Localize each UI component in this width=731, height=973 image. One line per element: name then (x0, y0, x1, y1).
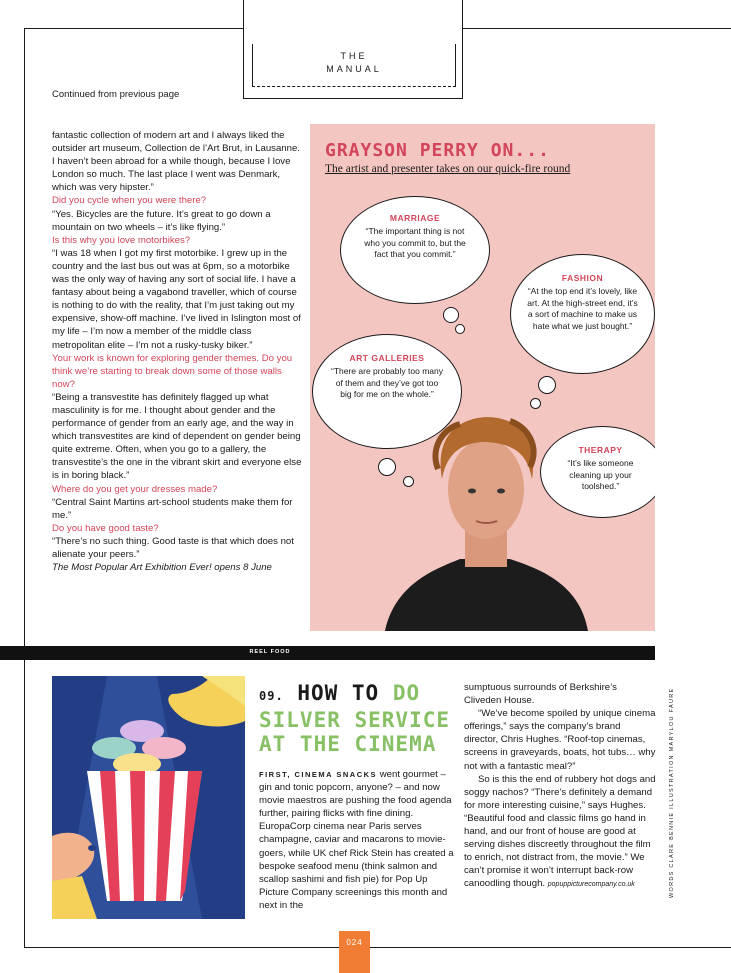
popcorn-art (52, 676, 245, 919)
answer-paragraph: “There’s no such thing. Good taste is that which does not alienate your peers.” (52, 535, 294, 560)
credits: WORDS CLARE BENNIE ILLUSTRATION MARYLOU FAURE (669, 687, 675, 898)
page-number: 024 (339, 931, 370, 973)
panel-title: GRAYSON PERRY ON... (325, 140, 550, 161)
bubble-heading: FASHION (561, 273, 604, 283)
interview-column (52, 129, 302, 574)
masthead-tab (243, 0, 463, 99)
thought-dot (403, 476, 414, 487)
bubble-text: “There are probably too many of them and they’ve got too big for me on the whole.” (331, 366, 443, 399)
bubble-heading: THERAPY (578, 445, 623, 455)
quickfire-panel (310, 124, 655, 631)
masthead-dash-line (252, 86, 456, 87)
thought-bubble-marriage (340, 196, 490, 304)
question: Where do you get your dresses made? (52, 483, 218, 495)
bubble-heading: ART GALLERIES (349, 353, 425, 363)
section-bar (0, 646, 655, 660)
feature-number: 09. (259, 689, 284, 703)
website-link[interactable]: popuppicturecompany.co.uk (547, 881, 635, 889)
headline-line2: SILVER SERVICE (259, 708, 451, 732)
bubble-text: “At the top end it’s lovely, like art. At the high-street end, it’s a sort of machine to make us hate what we just bought.” (527, 286, 638, 331)
thought-bubble-therapy (540, 426, 655, 518)
exhibition-note: The Most Popular Art Exhibition Ever! opens 8 June (52, 562, 272, 574)
panel-subtitle: The artist and presenter takes on our quick-fire round (325, 163, 571, 175)
question: Did you cycle when you were there? (52, 195, 207, 207)
thought-bubble-fashion (510, 254, 655, 374)
fingernail (88, 845, 96, 851)
thought-dot (530, 398, 541, 409)
question: Do you have good taste? (52, 522, 159, 534)
feature-column-1 (259, 768, 455, 912)
masthead-title (244, 50, 464, 76)
portrait-shirt (385, 559, 588, 631)
answer-paragraph: “I was 18 when I got my first motorbike. I grew up in the country and the last bus out was at 6pm, so a motorbike was the only way of having any sort of social life. I have a fantasy about being a vagabond traveller, which of course is nothing to do with the reality, that I’m just taking out my expensive, show-off machine. I’ve lived in Islington most of my life – I’m now a member of the middle class metropolitan elite – I’m not a rusky-tusky biker.” (52, 247, 301, 351)
body-text: sumptuous surrounds of Berkshire’s Cliveden House. (464, 682, 617, 707)
body-text: “We’ve become spoiled by unique cinema offerings,” says the company’s brand director, Chris Hughes. “Roof-top cinemas, screens in graveyards, boats, hot tubs… why not with a fantastic meal?” (464, 708, 656, 772)
continued-note: Continued from previous page (52, 89, 180, 100)
answer-paragraph: “Central Saint Martins art-school students make them for me.” (52, 496, 293, 521)
bubble-text: “It’s like someone cleaning up your toolshed.” (567, 458, 634, 491)
masthead-line1: THE (340, 51, 368, 61)
body-text-span: So is this the end of rubbery hot dogs and soggy nachos? “There’s definitely a demand for more interesting cuisine,” says Hughes. “Beautiful food and classic films go hand in hand, and our front of house are good at serving dishes discreetly throughout the film to enrich, not distract from, the movie.” We can’t promise it won’t interrupt back-row canoodling though. (464, 773, 656, 890)
headline-line1 (259, 681, 459, 708)
thought-dot (455, 324, 465, 334)
thought-dot (443, 307, 459, 323)
bubble-text: “The important thing is not who you commit to, but the fact that you commit.” (364, 226, 466, 259)
section-label: REEL FOOD (249, 649, 291, 655)
headline-line3: AT THE CINEMA (259, 732, 437, 756)
frame-top-line-right (463, 28, 731, 29)
lead-in: FIRST, CINEMA SNACKS (259, 770, 378, 779)
headline-part: HOW TO (297, 681, 380, 705)
body-text: went gourmet – gin and tonic popcorn, anyone? – and now movie maestros are pushing the food agenda further, pairing flicks with fine dining. EuropaCorp cinema near Paris serves champagne, caviar and macarons to movie-goers, while UK chef Rick Stein has created a bespoke seafood menu (think salmon and scallop sashimi and fish pie) for Pop Up Picture Company screenings this month and next in the (259, 769, 454, 911)
bubble-heading: MARRIAGE (389, 213, 441, 223)
headline-part: DO (392, 681, 421, 705)
question: Your work is known for exploring gender themes. Do you think we’re starting to break down some of those walls now? (52, 352, 293, 390)
portrait-eye (497, 489, 505, 494)
how-to-headline (259, 681, 459, 756)
popcorn-illustration (52, 676, 245, 919)
answer-paragraph: “Being a transvestite has definitely flagged up what masculinity is for me. I thought about gender and the performance of gender from an early age, and the way in which transvestites are kind of dependent on gender being quite extreme. Often, when you go to a gallery, the transvestite’s the one in the vibrant skirt and everyone else is in boring black.” (52, 391, 302, 482)
thought-dot (538, 376, 556, 394)
thought-dot (378, 458, 396, 476)
feature-column-2 (464, 681, 656, 892)
frame-bottom-line (24, 947, 731, 948)
thought-bubble-art-galleries (312, 334, 462, 449)
answer-paragraph: “Yes. Bicycles are the future. It’s great to go down a mountain on two wheels – it’s like flying.” (52, 208, 271, 233)
answer-paragraph: fantastic collection of modern art and I always liked the outsider art museum, Collection de l’Art Brut, in Lausanne. I haven’t been abroad for a while though, because I love London so much. The last place I went was Denmark, which was very hipster.” (52, 130, 300, 194)
frame-top-line (24, 28, 243, 29)
body-text (464, 773, 656, 892)
masthead-line2: MANUAL (326, 64, 382, 74)
frame-left-line (24, 28, 25, 948)
question: Is this why you love motorbikes? (52, 234, 191, 246)
portrait-eye (468, 489, 476, 494)
